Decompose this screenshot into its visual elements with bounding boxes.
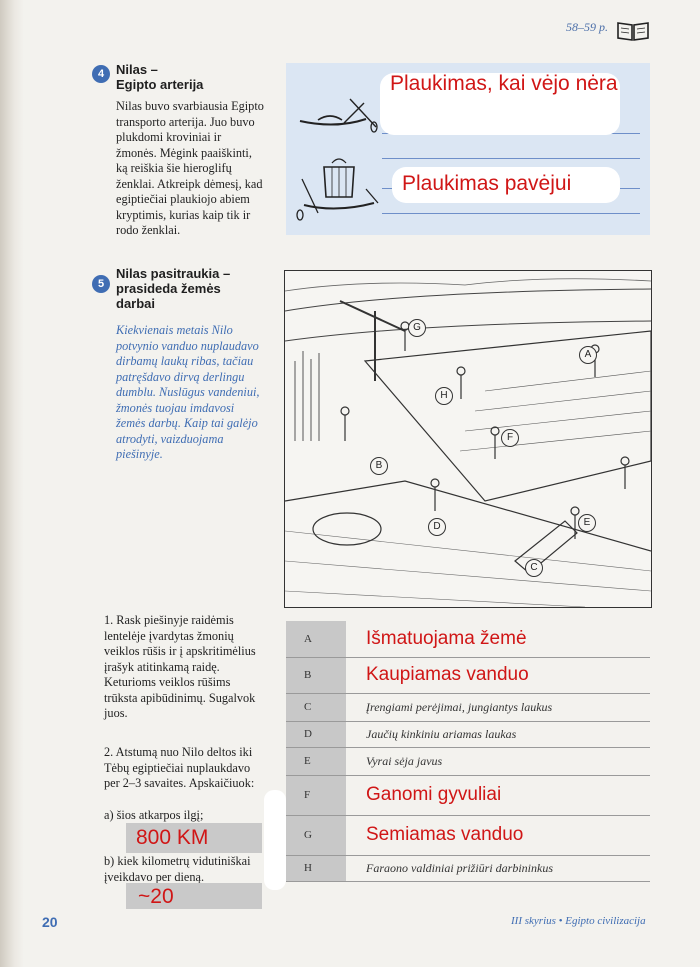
row-description: Įrengiami perėjimai, jungiantys laukus (366, 700, 553, 714)
page-reference: 58–59 p. (566, 20, 608, 34)
section-title: Nilas pasitraukia – prasideda žemės darbai (116, 266, 231, 311)
chapter-footer: III skyrius • Egipto civilizacija (511, 915, 646, 927)
row-description: Jaučių kinkiniu ariamas laukas (366, 727, 517, 741)
sailboat-hieroglyph-icon (296, 153, 388, 223)
row-letter: A (286, 621, 346, 657)
handwritten-answer: Plaukimas, kai vėjo nėra (390, 72, 618, 95)
table-row (286, 721, 650, 747)
answer-line (382, 158, 640, 159)
row-letter: G (286, 815, 346, 855)
table-row (286, 855, 650, 881)
section-intro: Kiekvienais metais Nilo potvynio vanduo nuplaudavo dirbamų laukų ribas, tačiau patręšdavo dirvą derlingu dumblu. Nuslūgus vandeniui, žmonės tuojau imdavosi žemės darbų. Kaip tai galėjo atrodyti, vaizduojama piešinyje. (116, 323, 260, 461)
row-letter: C (286, 693, 346, 721)
label-marker-d: D (428, 518, 446, 536)
boat-hieroglyph-icon (296, 93, 386, 137)
handwritten-answer: ~20 (138, 885, 174, 908)
task-2: 2. Atstumą nuo Nilo deltos iki Tėbų egiptiečiai nuplaukdavo per 2–3 savaites. Apskaičiuok: (104, 745, 255, 790)
label-marker-g: G (408, 319, 426, 337)
label-marker-e: E (578, 514, 596, 532)
table-row (286, 775, 650, 815)
row-description: Išmatuojama žemė (366, 627, 527, 649)
answer-line (382, 213, 640, 214)
page-binding-edge (0, 0, 24, 967)
row-letter: D (286, 721, 346, 747)
table-row (286, 657, 650, 693)
label-marker-b: B (370, 457, 388, 475)
task-2b: b) kiek kilometrų vidutiniškai įveikdavo per dieną. (104, 854, 251, 884)
hieroglyph-exercise-box (286, 63, 650, 235)
row-description: Vyrai sėja javus (366, 754, 443, 768)
row-description: Ganomi gyvuliai (366, 784, 502, 805)
handwritten-answer: Plaukimas pavėjui (402, 172, 572, 195)
section-number: 4 (92, 65, 110, 83)
activity-table (286, 621, 650, 882)
table-row (286, 815, 650, 855)
row-description: Kaupiamas vanduo (366, 664, 529, 685)
table-row (286, 693, 650, 721)
section-number: 5 (92, 275, 110, 293)
table-row (286, 747, 650, 775)
label-marker-f: F (501, 429, 519, 447)
book-icon (616, 20, 650, 42)
row-description: Semiamas vanduo (366, 824, 524, 845)
nile-fieldwork-illustration (284, 270, 652, 608)
task-1: 1. Rask piešinyje raidėmis lentelėje įvardytas žmonių veiklos rūšis ir į apskritimėlius įrašyk atitinkamą raidę. Keturioms veiklos rūšims trūksta apibūdinimų. Sugalvok juos. (104, 613, 256, 720)
correction-patch (264, 790, 286, 890)
illustration-drawing (285, 271, 651, 607)
label-marker-c: C (525, 559, 543, 577)
row-letter: B (286, 657, 346, 693)
table-row (286, 621, 650, 657)
task-2a: a) šios atkarpos ilgį; (104, 808, 204, 822)
row-letter: E (286, 747, 346, 775)
label-marker-a: A (579, 346, 597, 364)
label-marker-h: H (435, 387, 453, 405)
row-letter: F (286, 775, 346, 815)
handwritten-answer: 800 KM (136, 826, 209, 849)
page-number: 20 (42, 914, 58, 930)
row-description: Faraono valdiniai prižiūri darbininkus (366, 861, 554, 875)
section-body: Nilas buvo svarbiausia Egipto transporto arterija. Juo buvo plukdomi kroviniai ir žmonės. Mėgink paaiškinti, ką reiškia šie hieroglifų ženklai. Atkreipk dėmesį, kad egiptiečiai plaukiojo abiem kryptimis, kurias kaip tik ir rodo ženklai. (116, 99, 264, 237)
section-title: Nilas – Egipto arterija (116, 62, 204, 92)
row-letter: H (286, 855, 346, 881)
